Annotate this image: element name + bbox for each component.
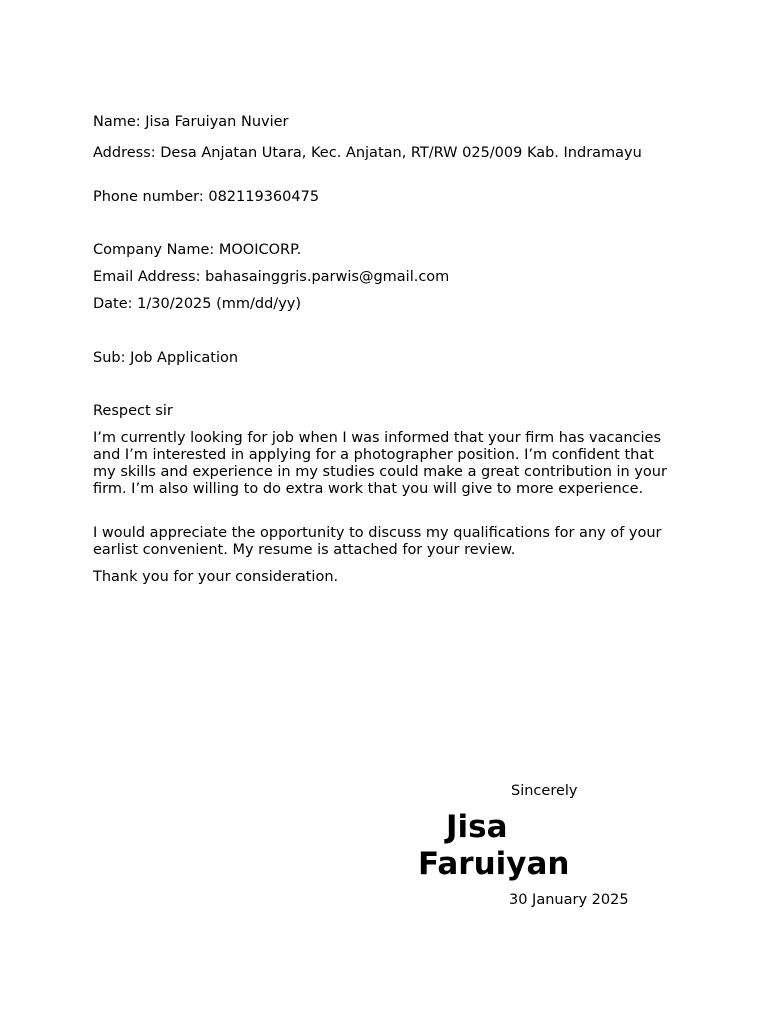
paragraph-2: I would appreciate the opportunity to discuss my qualifications for any of your earlist convenient. My resume is attached for your review. <box>93 525 662 558</box>
signature-name <box>0 809 768 885</box>
paragraph-3: Thank you for your consideration. <box>93 569 339 585</box>
closing: Sincerely <box>511 783 578 799</box>
email-line: Email Address: bahasainggris.parwis@gmail.com <box>93 269 450 285</box>
salutation: Respect sir <box>93 403 173 419</box>
paragraph-1: I’m currently looking for job when I was informed that your firm has vacancies and I’m interested in applying for a photographer position. I’m confident that my skills and experience in my studies could make a great contribution in your firm. I’m also willing to do extra work that you will give to more experience. <box>93 430 667 497</box>
phone-line: Phone number: 082119360475 <box>93 189 320 205</box>
signature-date: 30 January 2025 <box>509 892 629 908</box>
signature-name-line-1: Jisa <box>446 809 508 845</box>
signature-name-line-2: Faruiyan <box>418 846 570 882</box>
subject-line: Sub: Job Application <box>93 350 239 366</box>
address-line: Address: Desa Anjatan Utara, Kec. Anjatan, RT/RW 025/009 Kab. Indramayu <box>93 145 642 161</box>
date-line: Date: 1/30/2025 (mm/dd/yy) <box>93 296 302 312</box>
company-line: Company Name: MOOICORP. <box>93 242 302 258</box>
name-line: Name: Jisa Faruiyan Nuvier <box>93 114 289 130</box>
